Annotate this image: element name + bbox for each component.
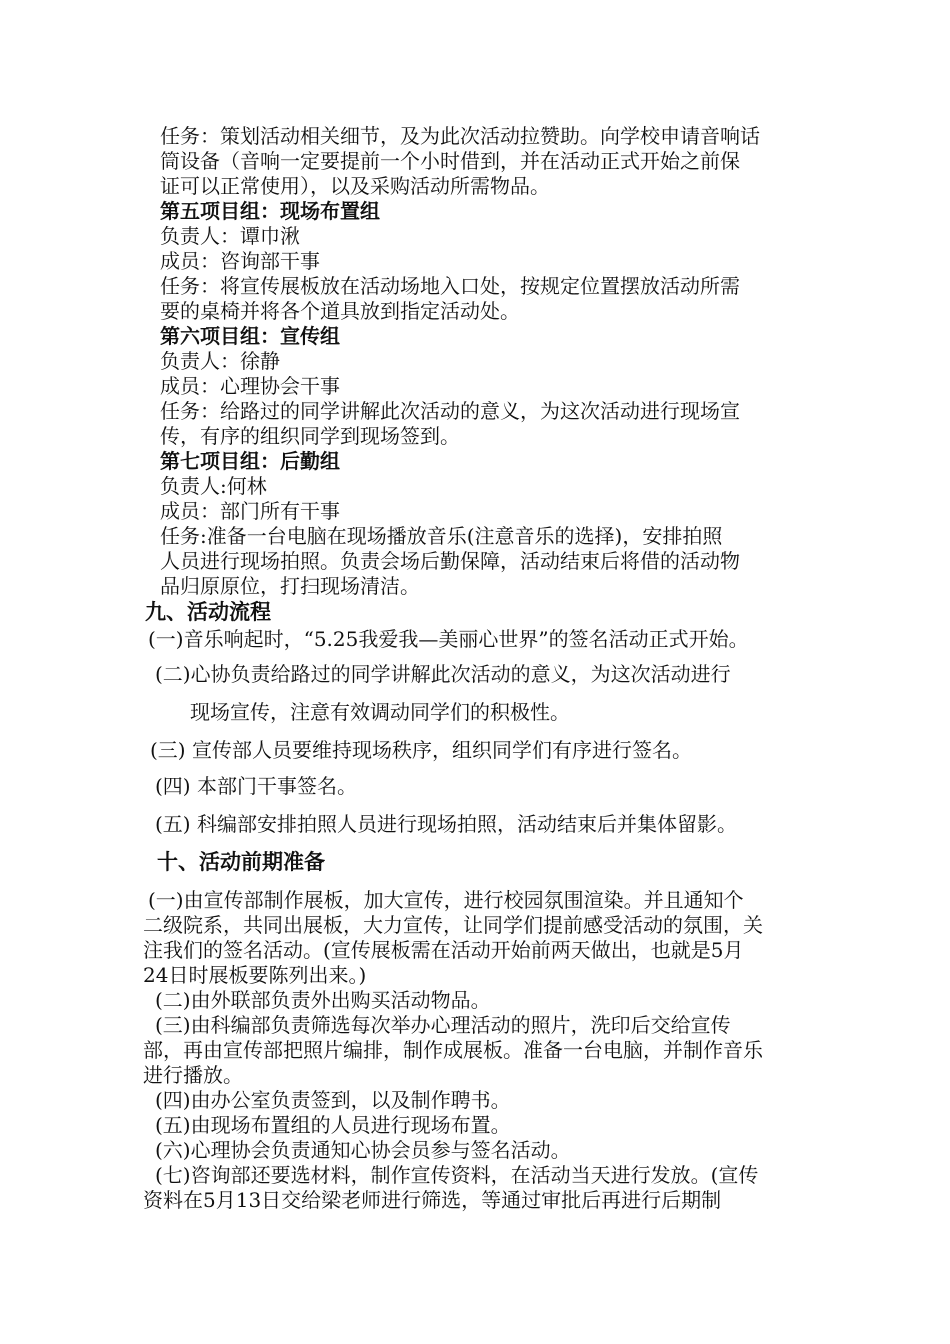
list-item: 现场宣传，注意有效调动同学们的积极性。: [190, 700, 570, 724]
task-line: 要的桌椅并将各个道具放到指定活动处。: [160, 299, 520, 323]
paragraph-line: (七)咨询部还要选材料，制作宣传资料，在活动当天进行发放。(宣传: [155, 1163, 759, 1187]
group-title: 第六项目组：宣传组: [160, 324, 340, 348]
group-members: 成员：部门所有干事: [160, 499, 340, 523]
task-line: 证可以正常使用），以及采购活动所需物品。: [160, 174, 550, 198]
paragraph-line: (二)由外联部负责外出购买活动物品。: [155, 988, 491, 1012]
task-line: 品归原原位，打扫现场清洁。: [160, 574, 420, 598]
task-line: 传，有序的组织同学到现场签到。: [160, 424, 460, 448]
list-item: (三) 宣传部人员要维持现场秩序，组织同学们有序进行签名。: [150, 738, 692, 762]
paragraph-line: (五)由现场布置组的人员进行现场布置。: [155, 1113, 511, 1137]
section-heading: 十、活动前期准备: [157, 849, 325, 874]
paragraph-line: 二级院系，共同出展板，大力宣传，让同学们提前感受活动的氛围，关: [143, 913, 763, 937]
group-leader: 负责人：谭巾湫: [160, 224, 300, 248]
group-members: 成员：咨询部干事: [160, 249, 320, 273]
paragraph-line: (六)心理协会负责通知心协会员参与签名活动。: [155, 1138, 571, 1162]
paragraph-line: (四)由办公室负责签到，以及制作聘书。: [155, 1088, 511, 1112]
paragraph-line: 24日时展板要陈列出来。): [143, 963, 367, 987]
group-title: 第五项目组：现场布置组: [160, 199, 380, 223]
group-title: 第七项目组：后勤组: [160, 449, 340, 473]
list-item: (四) 本部门干事签名。: [155, 774, 357, 798]
task-line: 任务：将宣传展板放在活动场地入口处，按规定位置摆放活动所需: [160, 274, 740, 298]
group-leader: 负责人：徐静: [160, 349, 280, 373]
task-line: 任务：给路过的同学讲解此次活动的意义，为这次活动进行现场宣: [160, 399, 740, 423]
paragraph-line: 资料在5月13日交给梁老师进行筛选，等通过审批后再进行后期制: [143, 1188, 722, 1212]
paragraph-line: 部，再由宣传部把照片编排，制作成展板。准备一台电脑，并制作音乐: [143, 1038, 763, 1062]
paragraph-line: 注我们的签名活动。(宣传展板需在活动开始前两天做出，也就是5月: [143, 938, 744, 962]
group-members: 成员：心理协会干事: [160, 374, 340, 398]
task-line: 人员进行现场拍照。负责会场后勤保障，活动结束后将借的活动物: [160, 549, 740, 573]
group-leader: 负责人:何林: [160, 474, 267, 498]
paragraph-line: 进行播放。: [143, 1063, 243, 1087]
list-item: (一)音乐响起时，“5.25我爱我—美丽心世界”的签名活动正式开始。: [148, 627, 749, 651]
task-line: 任务:准备一台电脑在现场播放音乐(注意音乐的选择)，安排拍照: [160, 524, 723, 548]
paragraph-line: (一)由宣传部制作展板，加大宣传，进行校园氛围渲染。并且通知个: [148, 888, 744, 912]
paragraph-line: (三)由科编部负责筛选每次举办心理活动的照片，洗印后交给宣传: [155, 1013, 731, 1037]
section-heading: 九、活动流程: [145, 599, 271, 624]
list-item: (二)心协负责给路过的同学讲解此次活动的意义，为这次活动进行: [155, 662, 731, 686]
task-line: 筒设备（音响一定要提前一个小时借到，并在活动正式开始之前保: [160, 149, 740, 173]
list-item: (五) 科编部安排拍照人员进行现场拍照，活动结束后并集体留影。: [155, 812, 737, 836]
task-line: 任务：策划活动相关细节，及为此次活动拉赞助。向学校申请音响话: [160, 124, 760, 148]
